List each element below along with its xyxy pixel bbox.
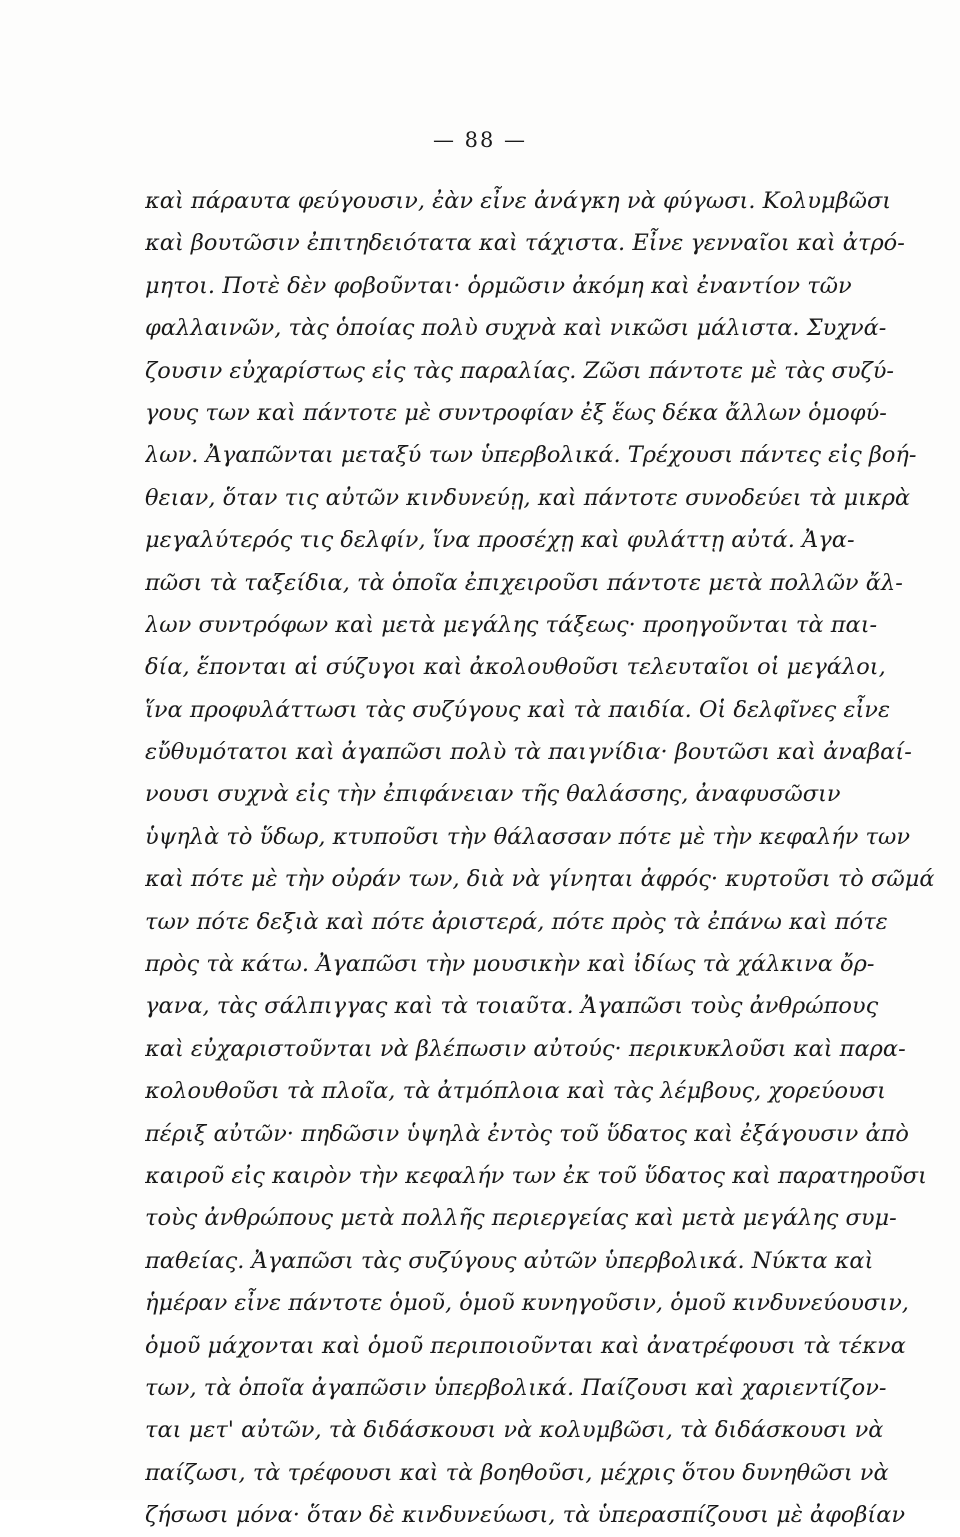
text-line: φαλλαινῶν, τὰς ὁποίας πολὺ συχνὰ καὶ νικῶσι μάλιστα. Συχνά-: [145, 315, 887, 342]
text-line: γους των καὶ πάντοτε μὲ συντροφίαν ἐξ ἕως δέκα ἄλλων ὁμοφύ-: [145, 399, 887, 426]
page-number: — 88 —: [432, 128, 528, 152]
text-line: καὶ εὐχαριστοῦνται νὰ βλέπωσιν αὐτούς· περικυκλοῦσι καὶ παρα-: [145, 1035, 906, 1062]
text-line: καὶ πότε μὲ τὴν οὐράν των, διὰ νὰ γίνηται ἀφρός· κυρτοῦσι τὸ σῶμά: [145, 866, 935, 893]
text-line: παίζωσι, τὰ τρέφουσι καὶ τὰ βοηθοῦσι, μέχρις ὅτου δυνηθῶσι νὰ: [145, 1459, 889, 1486]
text-line: καὶ βουτῶσιν ἐπιτηδειότατα καὶ τάχιστα. Εἶνε γενναῖοι καὶ ἀτρό-: [145, 230, 905, 257]
text-line: των, τὰ ὁποῖα ἀγαπῶσιν ὑπερβολικά. Παίζουσι καὶ χαριεντίζον-: [145, 1374, 887, 1401]
text-line: καὶ πάραυτα φεύγουσιν, ἐὰν εἶνε ἀνάγκη νὰ φύγωσι. Κολυμβῶσι: [145, 188, 892, 214]
text-line: ὁμοῦ μάχονται καὶ ὁμοῦ περιποιοῦνται καὶ ἀνατρέφουσι τὰ τέκνα: [145, 1332, 906, 1359]
text-line: νουσι συχνὰ εἰς τὴν ἐπιφάνειαν τῆς θαλάσσης, ἀναφυσῶσιν: [145, 781, 841, 808]
text-line: εὔθυμότατοι καὶ ἀγαπῶσι πολὺ τὰ παιγνίδια· βουτῶσι καὶ ἀναβαί-: [145, 739, 912, 766]
text-line: λων. Ἀγαπῶνται μεταξύ των ὑπερβολικά. Τρέχουσι πάντες εἰς βοή-: [145, 442, 917, 469]
text-line: των πότε δεξιὰ καὶ πότε ἀριστερά, πότε πρὸς τὰ ἐπάνω καὶ πότε: [145, 908, 888, 935]
text-line: λων συντρόφων καὶ μετὰ μεγάλης τάξεως· προηγοῦνται τὰ παι-: [145, 611, 878, 638]
text-line: ἡμέραν εἶνε πάντοτε ὁμοῦ, ὁμοῦ κυνηγοῦσιν, ὁμοῦ κινδυνεύουσιν,: [145, 1290, 909, 1317]
text-line: δία, ἕπονται αἱ σύζυγοι καὶ ἀκολουθοῦσι τελευταῖοι οἱ μεγάλοι,: [145, 654, 886, 681]
text-line: καιροῦ εἰς καιρὸν τὴν κεφαλήν των ἐκ τοῦ ὕδατος καὶ παρατηροῦσι: [145, 1162, 927, 1189]
text-line: πρὸς τὰ κάτω. Ἀγαπῶσι τὴν μουσικὴν καὶ ἰδίως τὰ χάλκινα ὄρ-: [145, 951, 875, 978]
text-line: γανα, τὰς σάλπιγγας καὶ τὰ τοιαῦτα. Ἀγαπῶσι τοὺς ἀνθρώπους: [145, 993, 879, 1020]
text-line: ὑψηλὰ τὸ ὕδωρ, κτυποῦσι τὴν θάλασσαν πότε μὲ τὴν κεφαλήν των: [145, 823, 911, 850]
text-line: μητοι. Ποτὲ δὲν φοβοῦνται· ὁρμῶσιν ἀκόμη καὶ ἐναντίον τῶν: [145, 272, 852, 299]
text-line: τοὺς ἀνθρώπους μετὰ πολλῆς περιεργείας καὶ μετὰ μεγάλης συμ-: [145, 1205, 897, 1232]
text-line: ζήσωσι μόνα· ὅταν δὲ κινδυνεύωσι, τὰ ὑπερασπίζουσι μὲ ἀφοβίαν: [145, 1502, 906, 1529]
text-line: ται μετ' αὐτῶν, τὰ διδάσκουσι νὰ κολυμβῶσι, τὰ διδάσκουσι νὰ: [145, 1417, 884, 1444]
body-text: [145, 180, 960, 1537]
text-line: μεγαλύτερός τις δελφίν, ἵνα προσέχῃ καὶ φυλάττῃ αὐτά. Ἀγα-: [145, 527, 855, 554]
text-line: πῶσι τὰ ταξείδια, τὰ ὁποῖα ἐπιχειροῦσι πάντοτε μετὰ πολλῶν ἄλ-: [145, 569, 903, 596]
text-line: πέριξ αὐτῶν· πηδῶσιν ὑψηλὰ ἐντὸς τοῦ ὕδατος καὶ ἐξάγουσιν ἀπὸ: [145, 1120, 909, 1147]
text-line: θειαν, ὅταν τις αὐτῶν κινδυνεύῃ, καὶ πάντοτε συνοδεύει τὰ μικρὰ: [145, 484, 911, 511]
text-line: ἵνα προφυλάττωσι τὰς συζύγους καὶ τὰ παιδία. Οἱ δελφῖνες εἶνε: [145, 696, 891, 723]
text-line: κολουθοῦσι τὰ πλοῖα, τὰ ἀτμόπλοια καὶ τὰς λέμβους, χορεύουσι: [145, 1078, 886, 1105]
text-line: ζουσιν εὐχαρίστως εἰς τὰς παραλίας. Ζῶσι πάντοτε μὲ τὰς συζύ-: [145, 357, 894, 384]
text-line: παθείας. Ἀγαπῶσι τὰς συζύγους αὐτῶν ὑπερβολικά. Νύκτα καὶ: [145, 1247, 874, 1274]
